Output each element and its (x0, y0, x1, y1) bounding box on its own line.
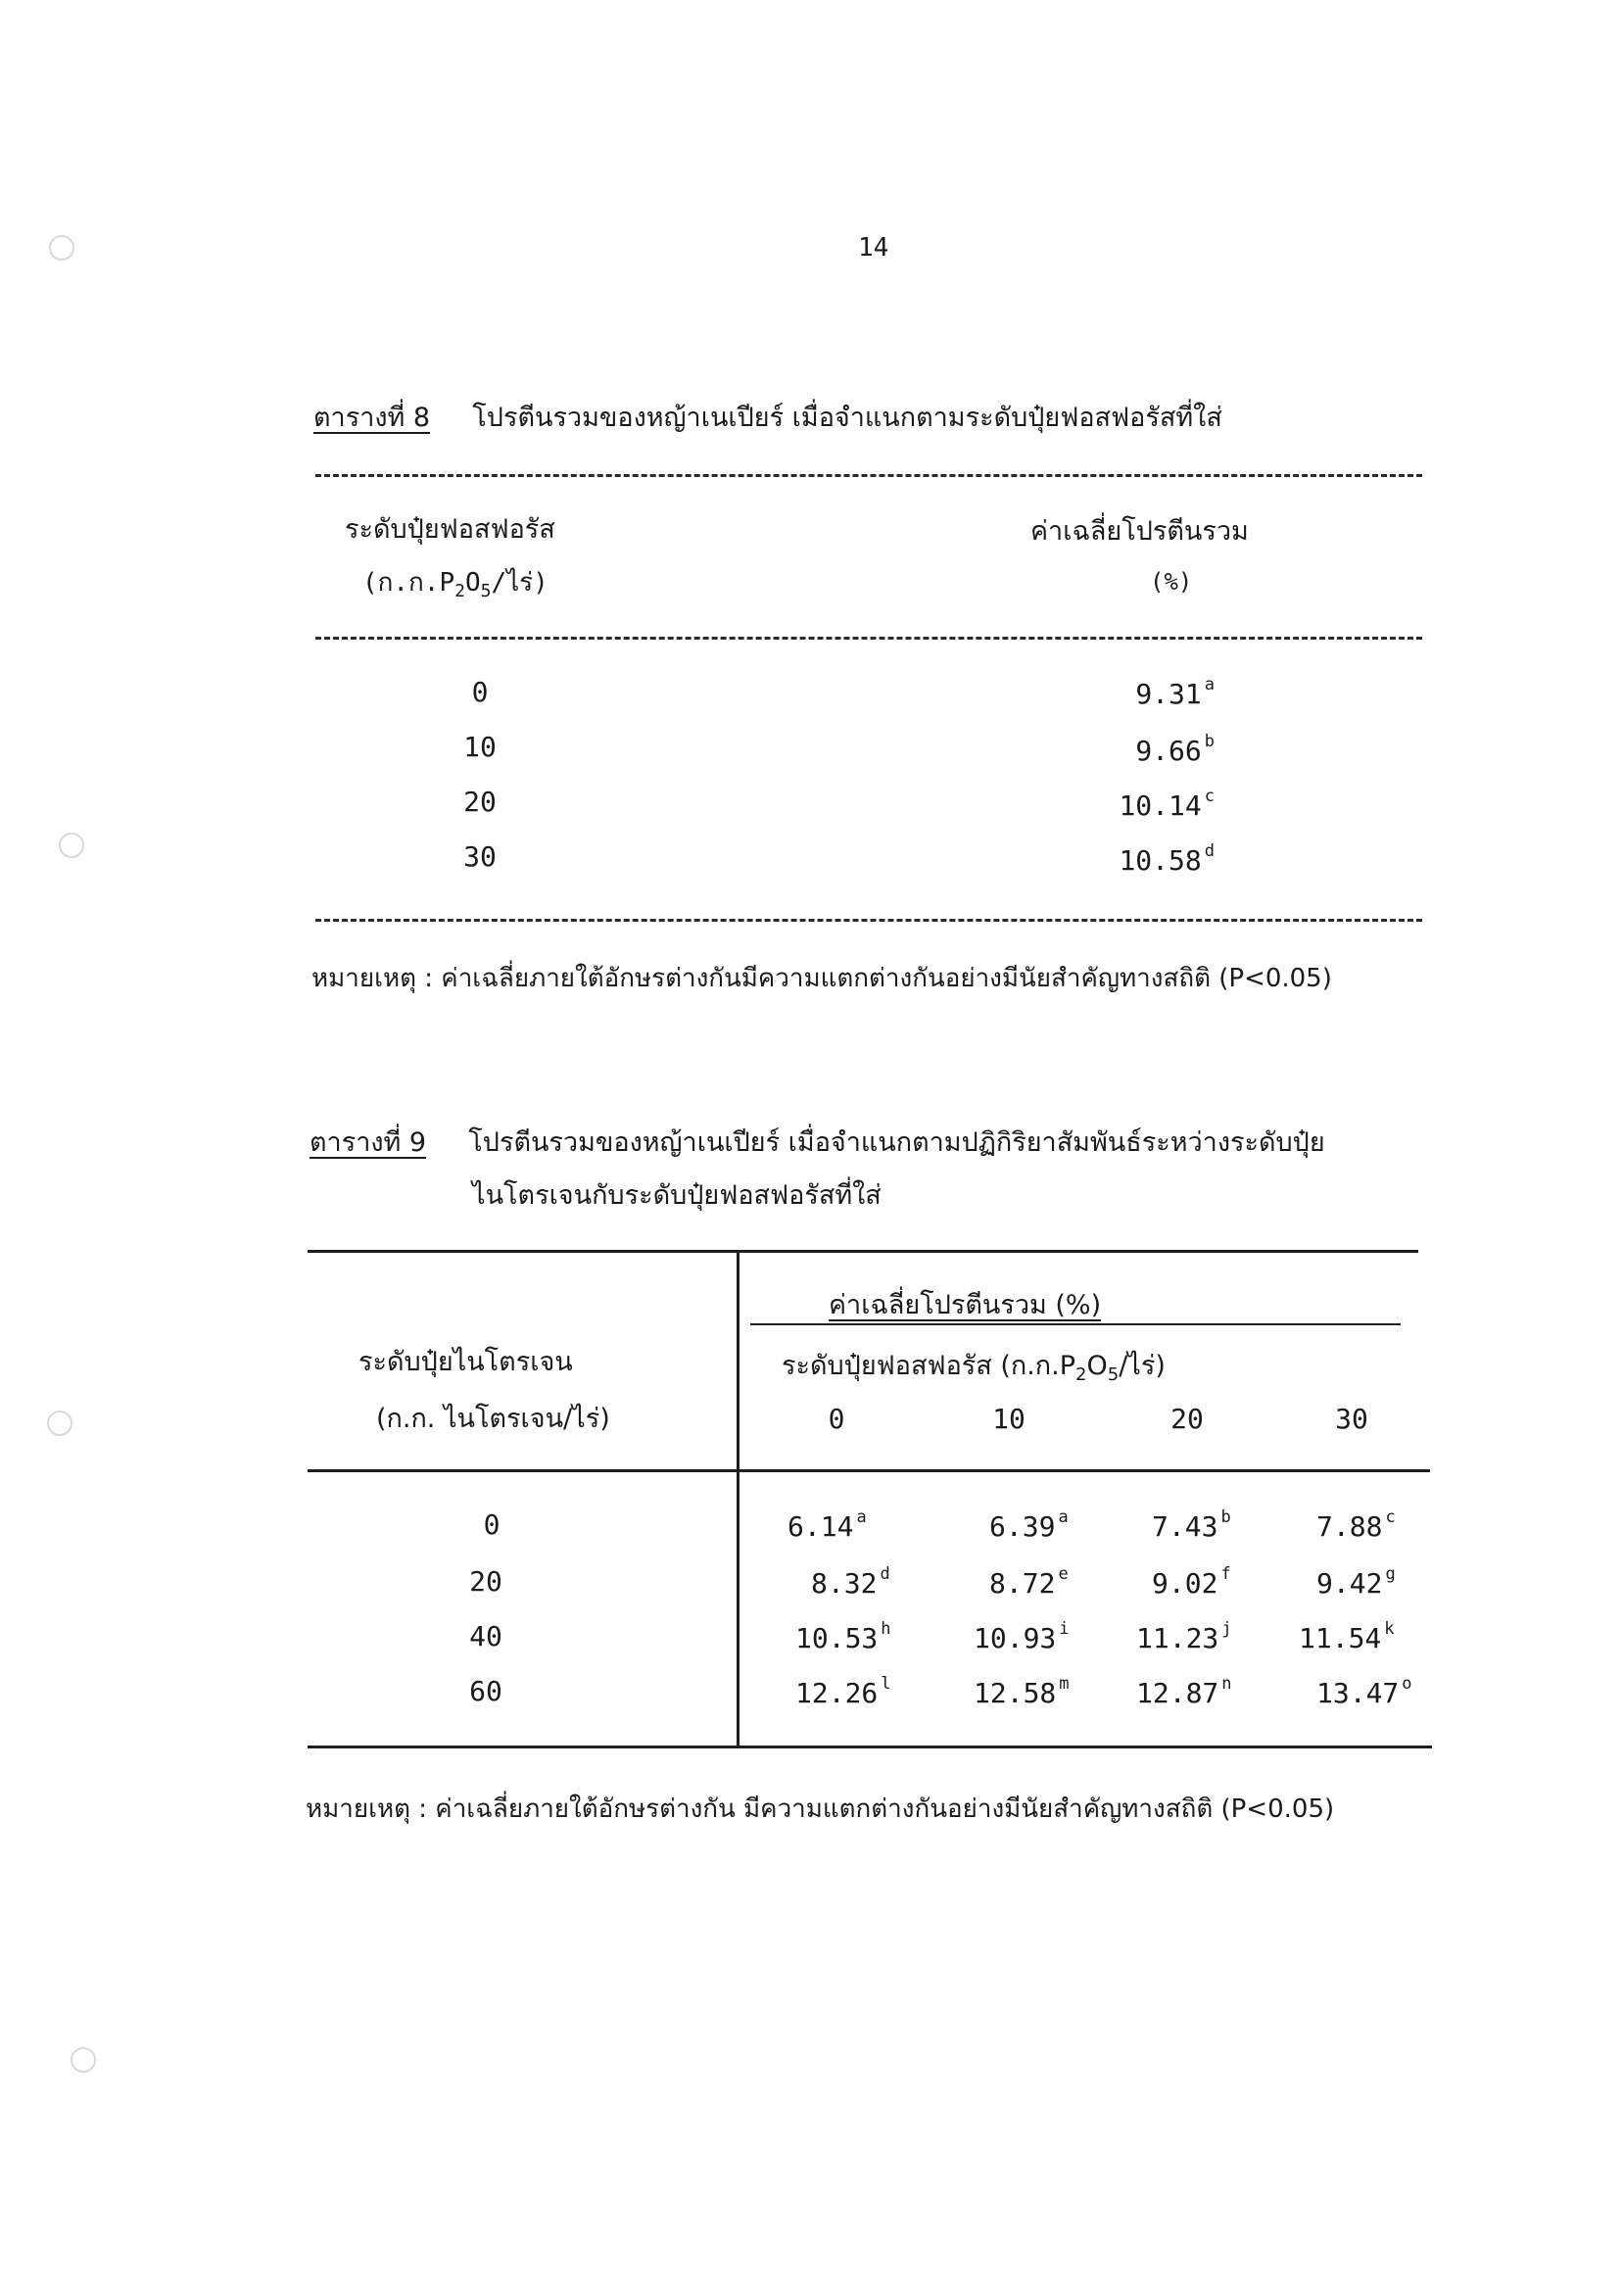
table-9-col-header: 30 (1335, 1403, 1368, 1435)
table-row: 60 (469, 1675, 502, 1707)
table-cell: 11.54 $^k$ (1299, 1619, 1395, 1654)
table-row: 30 (463, 840, 497, 873)
punch-hole-top (49, 235, 74, 261)
table-cell: 13.47 $^o$ (1316, 1674, 1412, 1709)
table-9-column-divider (737, 1250, 739, 1747)
table-cell: 10.93 $^i$ (974, 1619, 1070, 1654)
table-cell: 10.58 $^d$ (1119, 841, 1215, 877)
table-9-bottom-rule (308, 1746, 1432, 1748)
table-cell: 8.32 $^d$ (811, 1564, 890, 1600)
table-cell: 11.23 $^j$ (1136, 1619, 1232, 1654)
punch-hole-bottom (71, 2047, 96, 2073)
table-cell: 6.14 $^a$ (787, 1507, 867, 1543)
table-row: 20 (463, 786, 497, 818)
table-8-header-level: ระดับปุ๋ยฟอสฟอรัส (345, 514, 555, 545)
table-9-note: หมายเหตุ : ค่าเฉลี่ยภายใต้อักษรต่างกัน มีความแตกต่างกันอย่างมีนัยสำคัญทางสถิติ (P<0.05) (306, 1794, 1335, 1824)
table-cell: 12.87 $^n$ (1136, 1674, 1232, 1709)
table-9-col-header: 10 (992, 1403, 1026, 1435)
table-cell: 7.43 $^b$ (1152, 1507, 1231, 1543)
table-9-col-header: 0 (828, 1403, 845, 1435)
table-9-title-line1: โปรตีนรวมของหญ้าเนเปียร์ เมื่อจำแนกตามปฏิกิริยาสัมพันธ์ระหว่างระดับปุ๋ย (468, 1127, 1325, 1158)
table-cell: 9.31 $^a$ (1135, 675, 1215, 710)
table-8-title: โปรตีนรวมของหญ้าเนเปียร์ เมื่อจำแนกตามระดับปุ๋ยฟอสฟอรัสที่ใส่ (472, 403, 1222, 433)
table-9-header-n-level: ระดับปุ๋ยไนโตรเจน (358, 1347, 573, 1377)
table-9-top-rule (308, 1250, 1418, 1253)
table-cell: 9.02 $^f$ (1152, 1564, 1231, 1600)
table-row: 20 (469, 1565, 502, 1598)
table-8-caption (313, 396, 1222, 438)
table-9-caption (310, 1121, 1325, 1163)
table-9-header-p-level: ระดับปุ๋ยฟอสฟอรัส (ก.ก$.P_2O_5/$ไร่) (782, 1351, 1166, 1385)
table-8-header-unit: (%) (1150, 568, 1193, 596)
table-cell: 9.42 $^g$ (1316, 1564, 1396, 1600)
table-cell: 10.14 $^c$ (1119, 787, 1215, 822)
table-8-header-rule (315, 637, 1422, 640)
table-row: 0 (483, 1508, 501, 1541)
table-9-col-header: 20 (1170, 1403, 1204, 1435)
table-9-label: ตารางที่ 9 (310, 1127, 427, 1158)
punch-hole-upper-mid (59, 833, 84, 858)
table-row: 10 (463, 731, 497, 763)
table-9-header-mean: ค่าเฉลี่ยโปรตีนรวม (%) (829, 1290, 1102, 1320)
table-cell: 9.66 $^b$ (1135, 732, 1215, 767)
punch-hole-lower-mid (47, 1411, 72, 1436)
table-cell: 8.72 $^e$ (989, 1564, 1069, 1600)
table-8-header-mean: ค่าเฉลี่ยโปรตีนรวม (1030, 516, 1249, 547)
table-cell: 12.26 $^l$ (795, 1674, 891, 1709)
table-8-bottom-rule (315, 919, 1422, 922)
table-cell: 10.53 $^h$ (795, 1619, 891, 1654)
table-8-top-rule (315, 474, 1422, 477)
table-row: 0 (471, 676, 489, 708)
table-9-header-n-unit: (ก.ก. ไนโตรเจน/ไร่) (376, 1404, 610, 1434)
table-row: 40 (469, 1620, 502, 1652)
table-cell: 7.88 $^c$ (1316, 1507, 1396, 1543)
table-cell: 6.39 $^a$ (989, 1507, 1069, 1543)
table-8-header-level-unit: (ก.ก$.P_2O_5/$ไร่) (362, 568, 549, 601)
table-8-label: ตารางที่ 8 (313, 403, 431, 433)
table-9-title-line2: ไนโตรเจนกับระดับปุ๋ยฟอสฟอรัสที่ใส่ (472, 1180, 882, 1211)
page-number: 14 (858, 233, 889, 263)
table-cell: 12.58 $^m$ (974, 1674, 1070, 1709)
table-9-header-rule (308, 1469, 1430, 1472)
table-8-note: หมายเหตุ : ค่าเฉลี่ยภายใต้อักษรต่างกันมีความแตกต่างกันอย่างมีนัยสำคัญทางสถิติ (P<0.05) (311, 964, 1332, 993)
